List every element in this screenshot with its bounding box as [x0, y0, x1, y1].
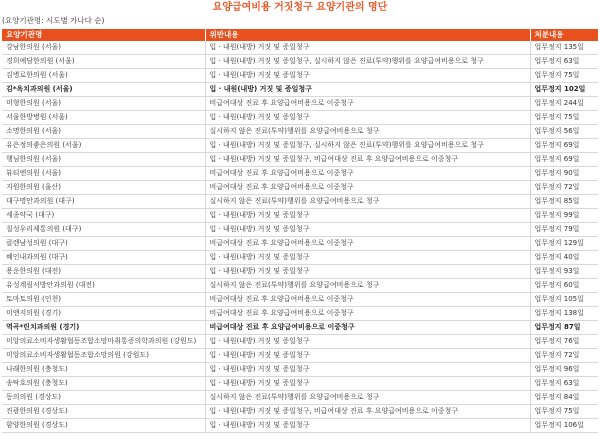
institution-name-cell: 대구명안과의원 (대구) [2, 195, 205, 209]
violation-cell: 실시하지 않은 진료(투약)행위를 요양급여비용으로 청구 [205, 195, 530, 209]
table-row [2, 97, 598, 111]
violation-cell: 비급여대상 진료 후 요양급여비용으로 이중청구 [205, 293, 530, 307]
violation-cell: 비급여대상 진료 후 요양급여비용으로 이중청구 [205, 181, 530, 195]
table-row [2, 195, 598, 209]
header-violation: 위반내용 [205, 29, 530, 41]
institution-name-cell: 경희예담한의원 (서울) [2, 55, 205, 69]
violation-cell: 비급여대상 진료 후 요양급여비용으로 이중청구 [205, 97, 530, 111]
institution-name-cell: 나래한의원 (충청도) [2, 363, 205, 377]
header-institution-name: 요양기관명 [2, 29, 205, 41]
penalty-cell: 업무정지 244일 [530, 97, 598, 111]
violation-cell: 입 · 내원(내방) 거짓 및 증일청구 [205, 349, 530, 363]
institution-name-cell: 미앤지의원 (경기) [2, 307, 205, 321]
institution-name-cell: 송탁호의원 (충청도) [2, 377, 205, 391]
penalty-cell: 업무정지 75일 [530, 69, 598, 83]
penalty-cell: 업무정지 75일 [530, 405, 598, 419]
penalty-cell: 업무정지 129일 [530, 237, 598, 251]
table-row [2, 41, 598, 55]
violation-cell: 입 · 내원(내방) 거짓 및 증일청구, 비급여대상 진료 후 요양급여비용으로 이중청구 [205, 405, 530, 419]
violation-cell: 입 · 내원(내방) 거짓 및 증일청구, 실시하지 않은 진료(투약)행위를 요양급여비용으로 청구 [205, 55, 530, 69]
penalty-cell: 업무정지 40일 [530, 251, 598, 265]
violation-cell: 입 · 내원(내방) 거짓 및 증일청구 [205, 111, 530, 125]
violation-cell: 입 · 내원(내방) 거짓 및 증일청구 [205, 223, 530, 237]
institution-name-cell: 행님한의원 (서울) [2, 153, 205, 167]
violation-cell: 비급여대상 진료 후 요양급여비용으로 이중청구 [205, 307, 530, 321]
penalty-cell: 업무정지 69일 [530, 139, 598, 153]
penalty-cell: 업무정지 102일 [530, 83, 598, 97]
institution-name-cell: 유은정의좋은의원 (서울) [2, 139, 205, 153]
penalty-cell: 업무정지 96일 [530, 363, 598, 377]
table-row [2, 111, 598, 125]
table-row [2, 237, 598, 251]
violation-cell: 입 · 내원(내방) 거짓 및 증일청구 [205, 69, 530, 83]
penalty-cell: 업무정지 99일 [530, 209, 598, 223]
table-row [2, 209, 598, 223]
penalty-cell: 업무정지 63일 [530, 55, 598, 69]
table-row [2, 181, 598, 195]
page-title: 요양급여비용 거짓청구 요양기관의 명단 [212, 2, 388, 13]
penalty-cell: 업무정지 75일 [530, 111, 598, 125]
violation-cell: 입 · 내원(내방) 거짓 및 증일청구 [205, 377, 530, 391]
institution-name-cell: 김*옥치과의원 (서울) [2, 83, 205, 97]
penalty-cell: 업무정지 105일 [530, 293, 598, 307]
violation-cell: 입 · 내원(내방) 거짓 및 증일청구 [205, 41, 530, 55]
penalty-cell: 업무정지 106일 [530, 419, 598, 433]
table-row [2, 405, 598, 419]
table-body [2, 41, 598, 433]
violation-cell: 입 · 내원(내방) 거짓 및 증일청구 [205, 83, 530, 97]
institution-table [2, 29, 598, 433]
table-row [2, 55, 598, 69]
penalty-cell: 업무정지 56일 [530, 125, 598, 139]
institution-name-cell: 유성계림서방안과의원 (대전) [2, 279, 205, 293]
table-row [2, 125, 598, 139]
table-row [2, 307, 598, 321]
institution-name-cell: 미앙의료소비자생활협동조합소망의원 (강원도) [2, 349, 205, 363]
institution-name-cell: 강남한의원 (서울) [2, 41, 205, 55]
penalty-cell: 업무정지 135일 [530, 41, 598, 55]
institution-name-cell: 세종약국 (대구) [2, 209, 205, 223]
institution-name-cell: 칠성우리제통의원 (대구) [2, 223, 205, 237]
table-row [2, 335, 598, 349]
institution-name-cell: 김병로한의원 (서울) [2, 69, 205, 83]
penalty-cell: 업무정지 63일 [530, 377, 598, 391]
table-row [2, 153, 598, 167]
penalty-cell: 업무정지 79일 [530, 223, 598, 237]
violation-cell: 입 · 내원(내방) 거짓 및 증일청구 [205, 265, 530, 279]
institution-name-cell: 뷰티엔의원 (서울) [2, 167, 205, 181]
institution-name-cell: 용운한의원 (대전) [2, 265, 205, 279]
penalty-cell: 업무정지 60일 [530, 279, 598, 293]
violation-cell: 입 · 내원(내방) 거짓 및 증일청구, 비급여대상 진료 후 요양급여비용으로 이중청구 [205, 153, 530, 167]
institution-name-cell: 동의의원 (경상도) [2, 391, 205, 405]
penalty-cell: 업무정지 72일 [530, 181, 598, 195]
table-row [2, 223, 598, 237]
table-row [2, 69, 598, 83]
table-row [2, 279, 598, 293]
violation-cell: 비급여대상 진료 후 요양급여비용으로 이중청구 [205, 167, 530, 181]
violation-cell: 비급여대상 진료 후 요양급여비용으로 이중청구 [205, 321, 530, 335]
penalty-cell: 업무정지 76일 [530, 335, 598, 349]
page-subtitle: (요양기관명: 시도별 가나다 순) [2, 16, 105, 25]
institution-name-cell: 지원한의원 (울산) [2, 181, 205, 195]
table-row [2, 251, 598, 265]
penalty-cell: 업무정지 87일 [530, 321, 598, 335]
institution-name-cell: 미앙의료소비자생활협동조합소망마취통증의학과의원 (강원도) [2, 335, 205, 349]
penalty-cell: 업무정지 138일 [530, 307, 598, 321]
table-row [2, 419, 598, 433]
table-row [2, 363, 598, 377]
penalty-cell: 업무정지 90일 [530, 167, 598, 181]
table-row [2, 321, 598, 335]
penalty-cell: 업무정지 69일 [530, 153, 598, 167]
violation-cell: 입 · 내원(내방) 거짓 및 증일청구 [205, 209, 530, 223]
table-row [2, 83, 598, 97]
violation-cell: 입 · 내원(내방) 거짓 및 증일청구, 실시하지 않은 진료(투약)행위를 요양급여비용으로 청구 [205, 139, 530, 153]
institution-name-cell: 혜인내과의원 (대구) [2, 251, 205, 265]
table-row [2, 293, 598, 307]
violation-cell: 입 · 내원(내방) 거짓 및 증일청구 [205, 335, 530, 349]
table-row [2, 377, 598, 391]
violation-cell: 입 · 내원(내방) 거짓 및 증일청구 [205, 419, 530, 433]
violation-cell: 입 · 내원(내방) 거짓 및 증일청구 [205, 363, 530, 377]
table-row [2, 167, 598, 181]
institution-name-cell: 함양한의원 (경상도) [2, 419, 205, 433]
table-header-row [2, 29, 598, 41]
violation-cell: 실시하지 않은 진료(투약)행위를 요양급여비용으로 청구 [205, 391, 530, 405]
penalty-cell: 업무정지 85일 [530, 195, 598, 209]
violation-cell: 비급여대상 진료 후 요양급여비용으로 이중청구 [205, 237, 530, 251]
penalty-cell: 업무정지 93일 [530, 265, 598, 279]
violation-cell: 실시하지 않은 진료(투약)행위를 요양급여비용으로 청구 [205, 279, 530, 293]
institution-name-cell: 미형한의원 (서울) [2, 97, 205, 111]
institution-name-cell: 서울한방병원 (서울) [2, 111, 205, 125]
table-row [2, 139, 598, 153]
institution-name-cell: 진광한의원 (경상도) [2, 405, 205, 419]
table-row [2, 265, 598, 279]
institution-name-cell: 토마토의원 (인천) [2, 293, 205, 307]
penalty-cell: 업무정지 72일 [530, 349, 598, 363]
violation-cell: 입 · 내원(내방) 거짓 및 증일청구 [205, 251, 530, 265]
institution-name-cell: 소명한의원 (서울) [2, 125, 205, 139]
table-row [2, 391, 598, 405]
institution-name-cell: 역곡*린치과의원 (경기) [2, 321, 205, 335]
header-penalty: 처분내용 [530, 29, 598, 41]
table-row [2, 349, 598, 363]
penalty-cell: 업무정지 84일 [530, 391, 598, 405]
violation-cell: 실시하지 않은 진료(투약)행위를 요양급여비용으로 청구 [205, 125, 530, 139]
institution-name-cell: 클렌남성의원 (대구) [2, 237, 205, 251]
